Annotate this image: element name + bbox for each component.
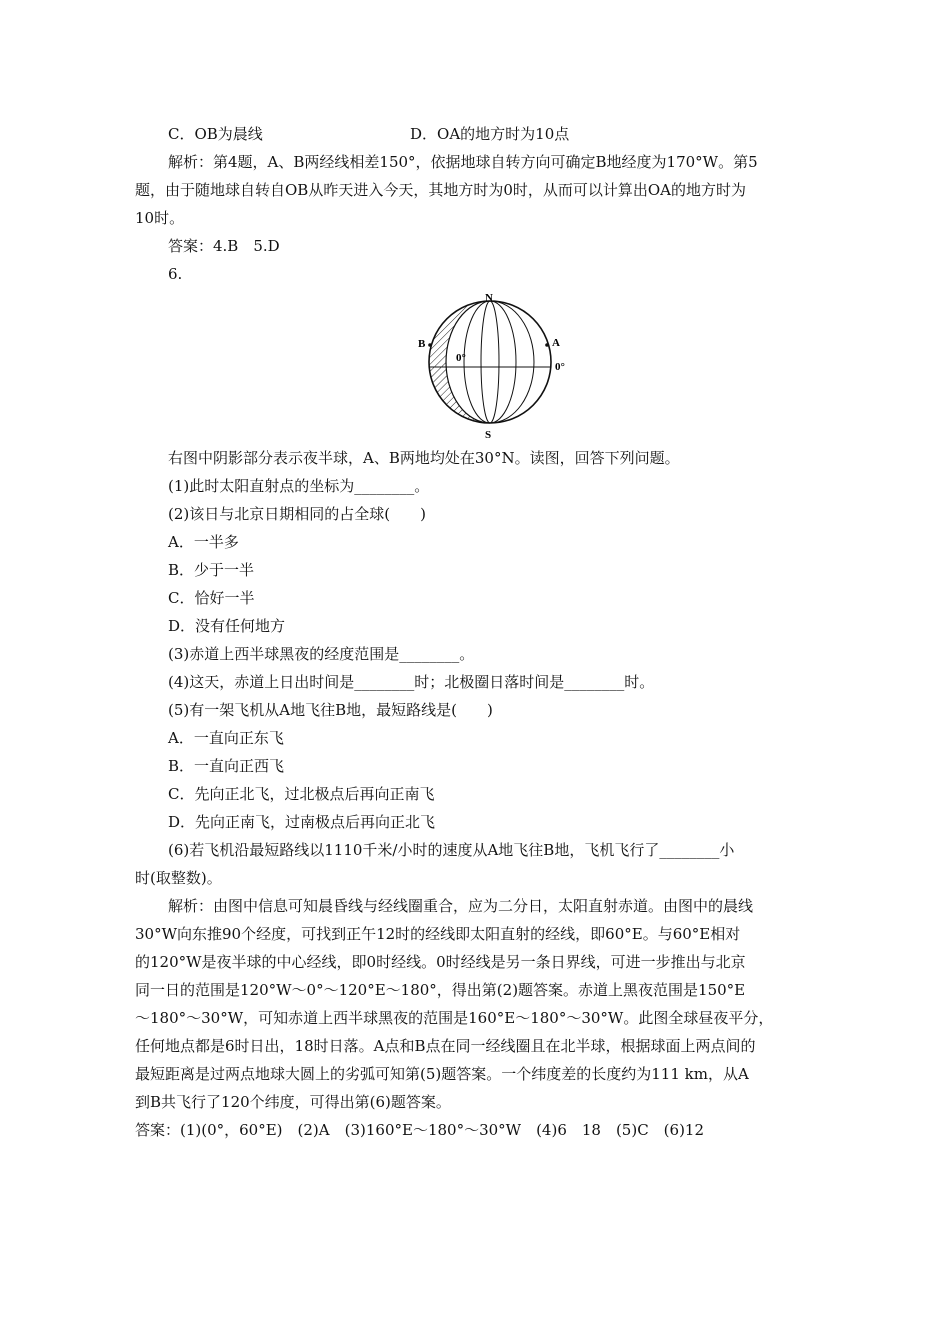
analysis-q6-line6: 任何地点都是6时日出，18时日落。A点和B点在同一经线圈且在北半球，根据球面上两点间的 bbox=[135, 1037, 756, 1055]
option-d: D．OA的地方时为10点 bbox=[410, 125, 570, 143]
point-a-marker bbox=[545, 343, 549, 347]
analysis-q6-line3: 的120°W是夜半球的中心经线，即0时经线。0时经线是另一条日界线，可进一步推出与北京 bbox=[135, 953, 746, 971]
label-0deg-outer: 0° bbox=[555, 361, 565, 373]
analysis-q6-line7: 最短距离是过两点地球大圆上的劣弧可知第(5)题答案。一个纬度差的长度约为111 km，从A bbox=[135, 1065, 749, 1083]
analysis-q45-line3: 10时。 bbox=[135, 209, 185, 227]
question-6-5-option-a: A．一直向正东飞 bbox=[168, 729, 284, 747]
analysis-q6-line1: 解析：由图中信息可知晨昏线与经线圈重合，应为二分日，太阳直射赤道。由图中的晨线 bbox=[168, 897, 754, 915]
question-6-6-line1: (6)若飞机沿最短路线以1110千米/小时的速度从A地飞往B地，飞机飞行了________小 bbox=[168, 841, 735, 859]
question-6-2-option-a: A．一半多 bbox=[168, 533, 239, 551]
question-6-2-option-c: C．恰好一半 bbox=[168, 589, 255, 607]
label-b: B bbox=[418, 338, 426, 350]
analysis-q45-line1: 解析：第4题，A、B两经线相差150°，依据地球自转方向可确定B地经度为170°W。第5 bbox=[168, 153, 758, 171]
label-n: N bbox=[485, 292, 493, 304]
answer-q6: 答案：(1)(0°，60°E) (2)A (3)160°E～180°～30°W (4)6 18 (5)C (6)12 bbox=[135, 1121, 705, 1139]
label-0deg-inner: 0° bbox=[456, 352, 466, 364]
analysis-q6-line2: 30°W向东推90个经度，可找到正午12时的经线即太阳直射的经线，即60°E。与60°E相对 bbox=[135, 925, 741, 943]
label-a: A bbox=[552, 337, 560, 349]
question-6-2-option-d: D．没有任何地方 bbox=[168, 617, 286, 635]
analysis-q6-line5: ～180°～30°W，可知赤道上西半球黑夜的范围是160°E～180°～30°W。此图全球昼夜平分， bbox=[135, 1009, 774, 1027]
answer-q45: 答案：4.B 5.D bbox=[168, 237, 280, 255]
question-6-2-option-b: B．少于一半 bbox=[168, 561, 255, 579]
point-b-marker bbox=[428, 343, 432, 347]
globe-outline bbox=[429, 301, 551, 423]
question-6-6-line2: 时(取整数)。 bbox=[135, 869, 222, 887]
analysis-q45-line2: 题，由于随地球自转自OB从昨天进入今天，其地方时为0时，从而可以计算出OA的地方时为 bbox=[135, 181, 746, 199]
question-6-4: (4)这天，赤道上日出时间是________时；北极圈日落时间是________时。 bbox=[168, 673, 655, 691]
question-6-1: (1)此时太阳直射点的坐标为________。 bbox=[168, 477, 430, 495]
question-6-5-option-b: B．一直向正西飞 bbox=[168, 757, 285, 775]
label-s: S bbox=[485, 429, 492, 441]
analysis-q6-line8: 到B共飞行了120个纬度，可得出第(6)题答案。 bbox=[135, 1093, 451, 1111]
option-c: C．OB为晨线 bbox=[168, 125, 263, 143]
question-6-5: (5)有一架飞机从A地飞往B地，最短路线是( ) bbox=[168, 701, 493, 719]
question-6-stem: 右图中阴影部分表示夜半球，A、B两地均处在30°N。读图，回答下列问题。 bbox=[168, 449, 680, 467]
question-6-2: (2)该日与北京日期相同的占全球( ) bbox=[168, 505, 426, 523]
question-6-3: (3)赤道上西半球黑夜的经度范围是________。 bbox=[168, 645, 475, 663]
question-6-number: 6. bbox=[168, 265, 183, 283]
question-6-5-option-c: C．先向正北飞，过北极点后再向正南飞 bbox=[168, 785, 435, 803]
question-6-5-option-d: D．先向正南飞，过南极点后再向正北飞 bbox=[168, 813, 436, 831]
analysis-q6-line4: 同一日的范围是120°W～0°～120°E～180°，得出第(2)题答案。赤道上黑夜范围是150°E bbox=[135, 981, 746, 999]
globe-figure bbox=[410, 292, 580, 448]
